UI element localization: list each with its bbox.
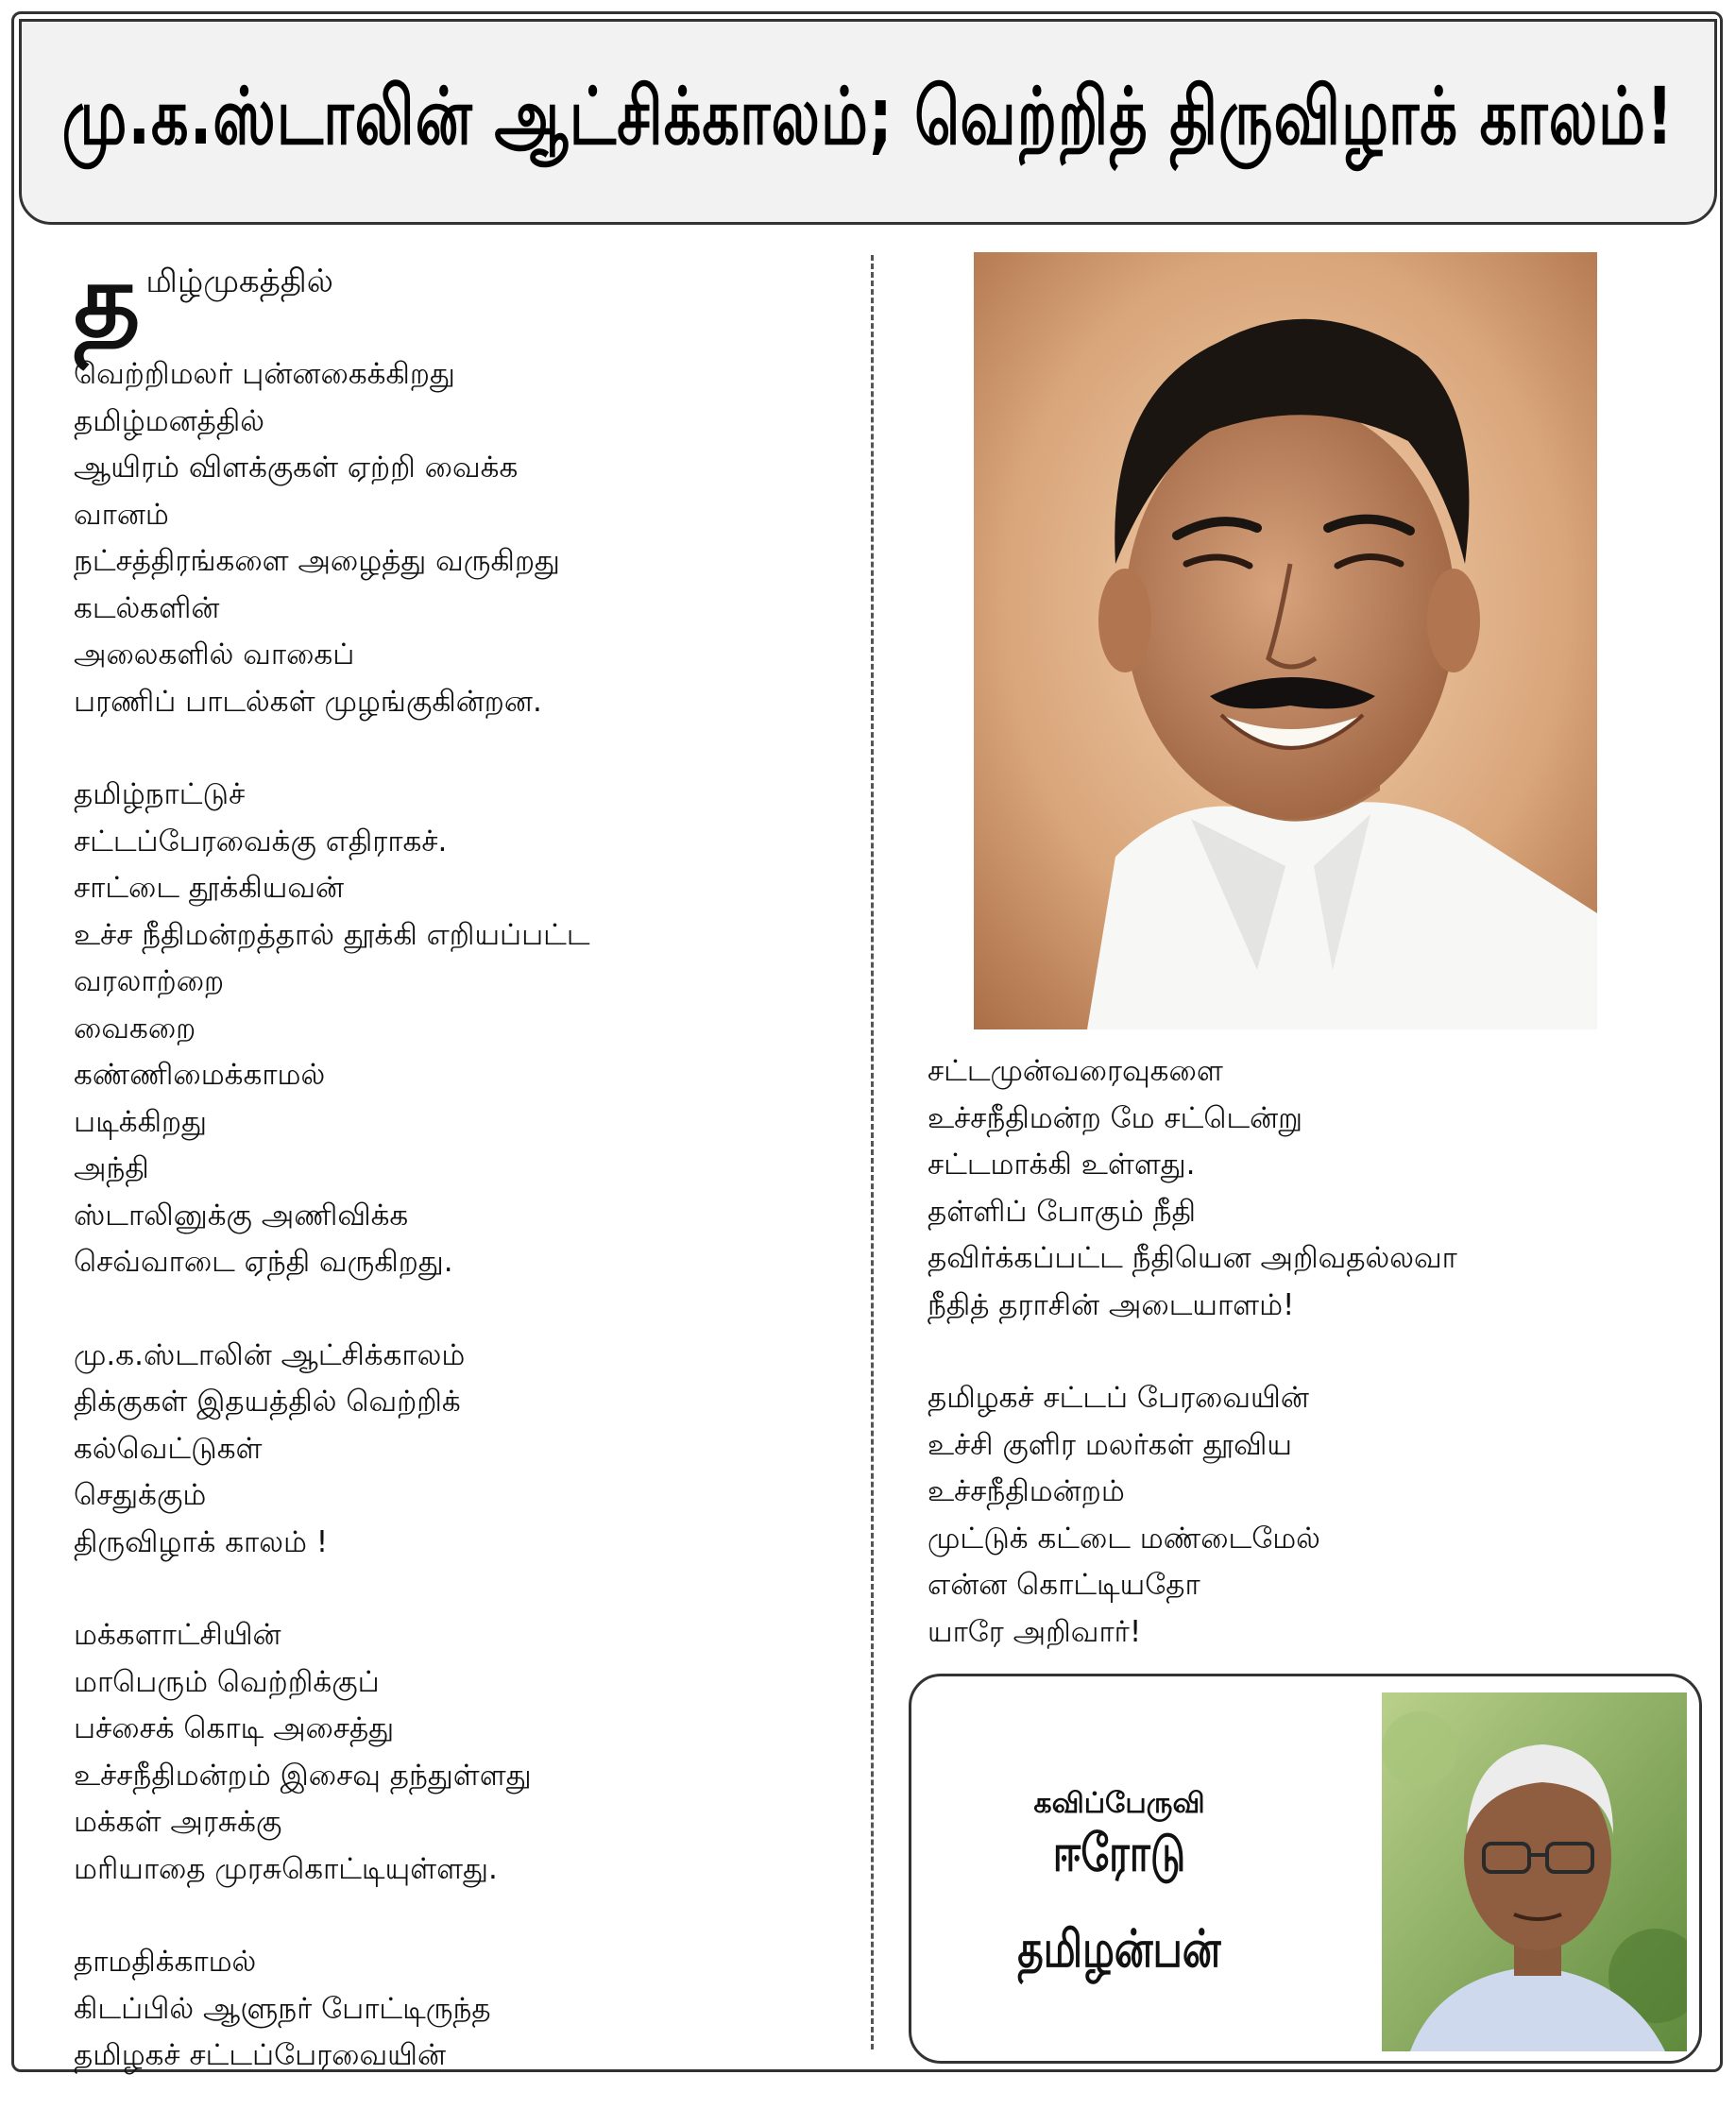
poem-line: வரலாற்றை [74,964,225,998]
poem-line: தமிழகச் சட்டப் பேரவையின் [928,1381,1309,1415]
portrait-photo [974,252,1597,1029]
poem-line: திருவிழாக் காலம் ! [74,1524,329,1559]
poem-line: உச்சநீதிமன்றம் [928,1474,1125,1508]
poem_left-stanza [74,1333,848,1567]
author-credit [949,1780,1289,1979]
poem-line: உச்சநீதிமன்றம் இசைவு தந்துள்ளது [74,1758,532,1793]
drop-cap: த [74,241,141,360]
poem-right-stanzas [928,1048,1664,1656]
poem-line: கடல்களின் [74,590,220,625]
poem-line: படிக்கிறது [74,1104,207,1139]
poem-line: வானம் [74,497,169,532]
headline-banner [19,19,1717,225]
opening-line [74,241,848,360]
poem-line: மரியாதை முரசுகொட்டியுள்ளது. [74,1851,498,1886]
poem-line: வெற்றிமலர் புன்னகைக்கிறது [74,357,455,391]
poem-line: பரணிப் பாடல்கள் முழங்குகின்றன. [74,684,542,719]
poem_left-stanza [74,1939,848,2080]
poem-line: நீதித் தராசின் அடையாளம்! [928,1287,1295,1322]
portrait-illustration [974,252,1597,1029]
poem-line: அந்தி [74,1151,149,1185]
poem_right-stanza [928,1375,1664,1656]
poem-line: சட்டப்பேரவைக்கு எதிராகச். [74,824,448,859]
poem-right-column [928,1048,1664,1702]
poem-line: செதுக்கும் [74,1478,207,1512]
poem-line: மு.க.ஸ்டாலின் ஆட்சிக்காலம் [74,1337,466,1372]
poem-line: வைகறை [74,1011,196,1046]
opening-line-text: மிழ்முகத்தில் [145,263,333,300]
poem-line: கண்ணிமைக்காமல் [74,1058,326,1092]
headline: மு.க.ஸ்டாலின் ஆட்சிக்காலம்; வெற்றித் திருவிழாக் காலம்! [61,69,1675,163]
poem-line: தமிழ்நாட்டுச் [74,777,246,811]
poem-line: உச்சி குளிர மலர்கள் தூவிய [928,1427,1292,1462]
poem_left-stanza [74,1612,848,1893]
poem-line: மக்களாட்சியின் [74,1618,281,1652]
poem-line: மக்கள் அரசுக்கு [74,1805,282,1839]
poem-line: யாரே அறிவார்! [928,1614,1142,1649]
poem-line: தவிர்க்கப்பட்ட நீதியென அறிவதல்லவா [928,1241,1457,1275]
author-illustration [1382,1692,1687,2051]
poem-line: உச்சநீதிமன்ற மே சட்டென்று [928,1100,1303,1135]
column-divider [871,255,874,2049]
poem-line: செவ்வாடை ஏந்தி வருகிறது. [74,1245,453,1279]
poem-line: கிடப்பில் ஆளுநர் போட்டிருந்த [74,1991,491,2026]
poem-line: மாபெரும் வெற்றிக்குப் [74,1664,380,1699]
poem-line: சட்டமுன்வரைவுகளை [928,1054,1223,1088]
poem-line: என்ன கொட்டியதோ [928,1568,1200,1602]
poem_left-stanza [74,772,848,1286]
poem-line: திக்குகள் இதயத்தில் வெற்றிக் [74,1385,461,1419]
author-name: ஈரோடு தமிழன்பன் [1017,1822,1221,1979]
poem-line: உச்ச நீதிமன்றத்தால் தூக்கி எறியப்பட்ட [74,917,590,952]
poem-line: ஸ்டாலினுக்கு அணிவிக்க [74,1198,409,1233]
poem-line: தமிழகச் சட்டப்பேரவையின் [74,2038,447,2072]
author-box [909,1674,1702,2064]
poem-line: தாமதிக்காமல் [74,1945,257,1979]
poem-line: தமிழ்மனத்தில் [74,403,264,438]
poem-line: தள்ளிப் போகும் நீதி [928,1194,1197,1229]
poem-left-stanzas [74,351,848,2080]
poem-left-column [74,241,848,2126]
poem-line: சாட்டை தூக்கியவன் [74,871,345,905]
poem-line: ஆயிரம் விளக்குகள் ஏற்றி வைக்க [74,451,519,485]
poem-line: சட்டமாக்கி உள்ளது. [928,1148,1196,1182]
poem_left-stanza [74,351,848,725]
poem-line: நட்சத்திரங்களை அழைத்து வருகிறது [74,544,560,578]
poem-line: அலைகளில் வாகைப் [74,638,355,672]
poem_right-stanza [928,1048,1664,1329]
poem-line: பச்சைக் கொடி அசைத்து [74,1711,395,1745]
poem-line: முட்டுக் கட்டை மண்டைமேல் [928,1521,1320,1556]
author-photo [1382,1692,1687,2051]
author-title: கவிப்பேருவி [1033,1787,1205,1820]
poem-line: கல்வெட்டுகள் [74,1431,263,1466]
